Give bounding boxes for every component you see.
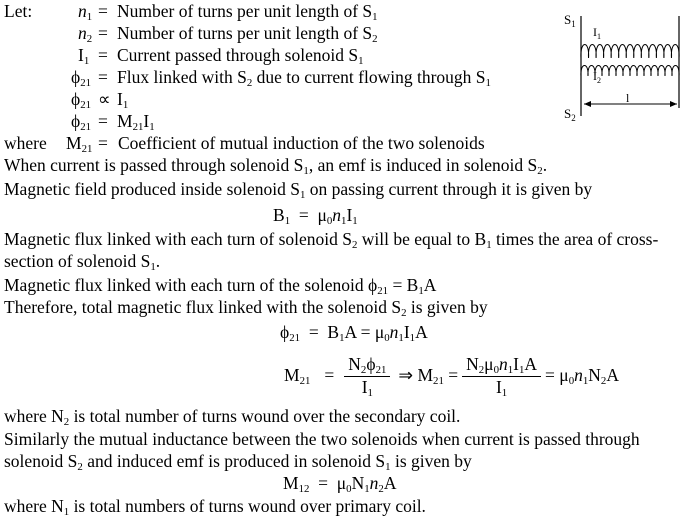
def-rhs: Number of turns per unit length of $S_2$ <box>117 23 378 46</box>
outer-coil <box>581 45 679 59</box>
paragraph-line: Therefore, total magnetic flux linked with the solenoid $S_2$ is given by <box>4 297 488 320</box>
fraction-n2phi-over-i1: $\frac{N_2\phi_{21}}{I_1}$ <box>344 356 390 396</box>
paragraph-line: where $N_2$ is total number of turns wound over the secondary coil. <box>4 406 461 429</box>
def-eq: = <box>98 67 108 87</box>
def-lhs: $\phi_{21}$ <box>71 67 92 90</box>
def-rhs: $I_1$ <box>117 89 129 112</box>
def-eq: ∝ <box>98 89 111 109</box>
length-label: l <box>626 91 630 105</box>
def-lhs: $\phi_{21}$ <box>71 111 92 134</box>
def-rhs: Flux linked with $S_2$ due to current flowing through $S_1$ <box>117 67 491 90</box>
paragraph-line: solenoid $S_2$ and induced emf is produced in solenoid $S_1$ is given by <box>4 451 472 474</box>
def-eq: = <box>98 133 108 153</box>
inner-label: $S_2$ <box>564 106 576 123</box>
def-lhs: $\phi_{21}$ <box>71 89 92 112</box>
equation-phi21: $\phi_{21} = B_1A = \mu_0n_1I_1A$ <box>280 322 428 345</box>
paragraph-line: Magnetic flux linked with each turn of the solenoid $\phi_{21} = B_1A$ <box>4 275 437 298</box>
def-rhs: $M_{21}I_1$ <box>117 111 155 134</box>
paragraph-line: When current is passed through solenoid $S_1$, an emf is induced in solenoid $S_2$. <box>4 155 548 178</box>
def-lhs: $n_1$ <box>78 1 93 24</box>
paragraph-line: Similarly the mutual inductance between the two solenoids when current is passed through <box>4 429 640 449</box>
equation-m21: $M_{21}$ = $\frac{N_2\phi_{21}}{I_1}$ ⇒ $M_{21}$ = $\frac{N_2\mu_0n_1I_1A}{I_1}$ = $\mu_0n_1N_2A$ <box>284 354 619 399</box>
intro-label: Let: <box>4 1 33 21</box>
current-1-label: $I_1$ <box>593 25 601 41</box>
paragraph-line: Magnetic field produced inside solenoid $S_1$ on passing current through it is given by <box>4 179 593 202</box>
def-lhs: $n_2$ <box>78 23 93 46</box>
where-label: where <box>4 133 47 153</box>
solenoid-diagram <box>560 4 686 128</box>
arrow-head-right <box>670 101 677 107</box>
def-lhs: $M_{21}$ <box>66 133 93 156</box>
def-eq: = <box>98 23 108 43</box>
equation-b1: $B_1 = \mu_0n_1I_1$ <box>273 205 358 228</box>
arrow-head-left <box>584 101 591 107</box>
outer-label: $S_1$ <box>564 12 576 29</box>
def-rhs: Number of turns per unit length of $S_1$ <box>117 1 378 24</box>
current-2-label: $I_2$ <box>593 69 601 85</box>
fraction-expanded: $\frac{N_2\mu_0n_1I_1A}{I_1}$ <box>462 356 541 396</box>
def-rhs: Coefficient of mutual induction of the two solenoids <box>118 133 485 153</box>
def-eq: = <box>98 1 108 21</box>
paragraph-line: where $N_1$ is total numbers of turns wound over primary coil. <box>4 496 426 518</box>
def-eq: = <box>98 111 108 131</box>
def-rhs: Current passed through solenoid $S_1$ <box>117 45 364 68</box>
paragraph-line: section of solenoid $S_1$. <box>4 251 161 274</box>
paragraph-line: Magnetic flux linked with each turn of solenoid $S_2$ will be equal to $B_1$ times the area of cross- <box>4 229 659 252</box>
def-lhs: $I_1$ <box>78 45 90 68</box>
equation-m12: $M_{12} = \mu_0N_1n_2A$ <box>283 473 397 496</box>
def-eq: = <box>98 45 108 65</box>
